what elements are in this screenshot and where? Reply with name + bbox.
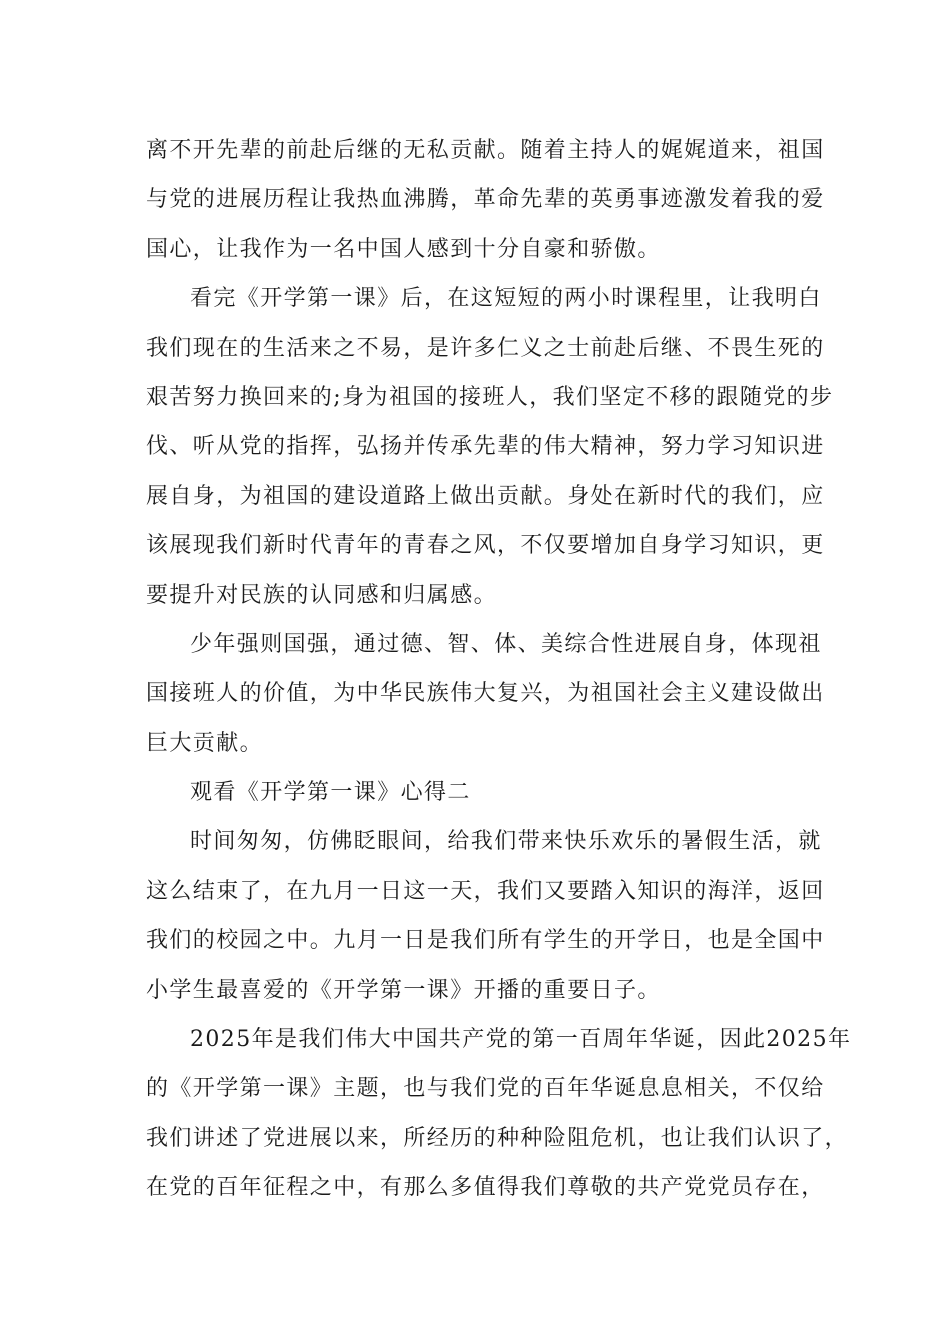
- text-line: 展自身，为祖国的建设道路上做出贡献。身处在新时代的我们，应: [146, 483, 825, 509]
- paragraph-first-line: 看完《开学第一课》后，在这短短的两小时课程里，让我明白: [190, 286, 822, 312]
- text-line: 我们现在的生活来之不易，是许多仁义之士前赴后继、不畏生死的: [146, 335, 825, 361]
- text-line: 该展现我们新时代青年的青春之风，不仅要增加自身学习知识，更: [146, 533, 825, 559]
- text-line: 小学生最喜爱的《开学第一课》开播的重要日子。: [146, 977, 661, 1003]
- text-line: 伐、听从党的指挥，弘扬并传承先辈的伟大精神，努力学习知识进: [146, 434, 825, 460]
- text-line: 艰苦努力换回来的;身为祖国的接班人，我们坚定不移的跟随党的步: [146, 384, 834, 410]
- section-heading: 观看《开学第一课》心得二: [190, 780, 471, 806]
- paragraph-first-line: 时间匆匆，仿佛眨眼间，给我们带来快乐欢乐的暑假生活，就: [190, 829, 822, 855]
- document-body: [146, 126, 852, 1213]
- paragraph-first-line: 2025年是我们伟大中国共产党的第一百周年华诞，因此2025年: [190, 1027, 852, 1053]
- text-line: 这么结束了，在九月一日这一天，我们又要踏入知识的海洋，返回: [146, 878, 825, 904]
- text-line: 国心，让我作为一名中国人感到十分自豪和骄傲。: [146, 236, 661, 262]
- text-line: 与党的进展历程让我热血沸腾，革命先辈的英勇事迹激发着我的爱: [146, 187, 825, 213]
- text-line: 我们的校园之中。九月一日是我们所有学生的开学日，也是全国中: [146, 928, 825, 954]
- text-line: 要提升对民族的认同感和归属感。: [146, 582, 498, 608]
- text-line: 离不开先辈的前赴后继的无私贡献。随着主持人的娓娓道来，祖国: [146, 138, 825, 163]
- text-line: 在党的百年征程之中，有那么多值得我们尊敬的共产党党员存在，: [146, 1175, 825, 1201]
- text-line: 巨大贡献。: [146, 730, 264, 756]
- paragraph-first-line: 少年强则国强，通过德、智、体、美综合性进展自身，体现祖: [190, 631, 822, 657]
- text-line: 国接班人的价值，为中华民族伟大复兴，为祖国社会主义建设做出: [146, 681, 825, 707]
- text-line: 我们讲述了党进展以来，所经历的种种险阻危机，也让我们认识了，: [146, 1125, 849, 1151]
- text-line: 的《开学第一课》主题，也与我们党的百年华诞息息相关，不仅给: [146, 1076, 825, 1102]
